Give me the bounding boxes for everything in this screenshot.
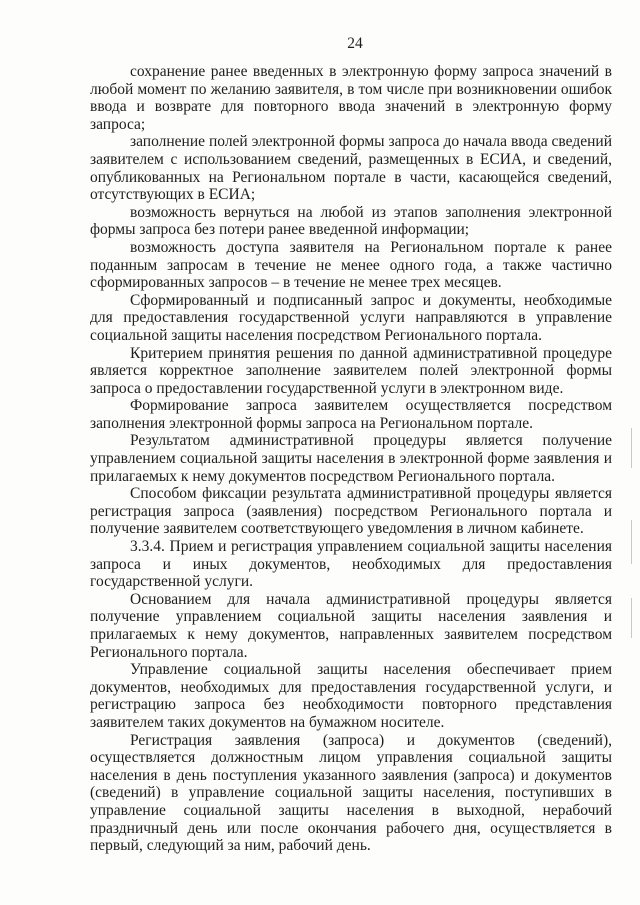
body-paragraph: Критерием принятия решения по данной административной процедуре является корректное заполнение заявителем полей электронной формы запроса о предоставлении государственной услуги в электронном виде.: [90, 344, 612, 397]
body-paragraph: Результатом административной процедуры является получение управлением социальной защиты населения в электронной форме заявления и прилагаемых к нему документов посредством Регионального портала.: [90, 432, 612, 485]
body-paragraph: Сформированный и подписанный запрос и документы, необходимые для предоставления государственной услуги направляются в управление социальной защиты населения посредством Регионального портала.: [90, 291, 612, 344]
body-paragraph: возможность вернуться на любой из этапов заполнения электронной формы запроса без потери ранее введенной информации;: [90, 203, 612, 239]
body-paragraph: Формирование запроса заявителем осуществляется посредством заполнения электронной формы запроса на Региональном портале.: [90, 397, 612, 432]
body-paragraph: заполнение полей электронной формы запроса до начала ввода сведений заявителем с использованием сведений, размещенных в ЕСИА, и сведений, опубликованных на Региональном портале в части, касающейся сведений, отсутствующих в ЕСИА;: [90, 133, 612, 204]
scan-artifact: [631, 520, 632, 564]
body-paragraph: сохранение ранее введенных в электронную форму запроса значений в любой момент по желанию заявителя, в том числе при возникновении ошибок ввода и возврате для повторного ввода значений в электронную форму запроса;: [90, 63, 612, 133]
page-number: 24: [347, 35, 363, 52]
scan-artifact: [631, 598, 632, 638]
body-paragraph: Управление социальной защиты населения обеспечивает прием документов, необходимых для предоставления государственной услуги, и регистрацию запроса без необходимости повторного представления заявителем таких документов на бумажном носителе.: [90, 661, 612, 731]
body-paragraph: возможность доступа заявителя на Региональном портале к ранее поданным запросам в течение не менее одного года, а также частично сформированных запросов – в течение не менее трех месяцев.: [90, 238, 612, 292]
body-paragraph: Основанием для начала административной процедуры является получение управлением социальной защиты населения заявления и прилагаемых к нему документов, направленных заявителем посредством Регионального портала.: [90, 590, 612, 661]
body-paragraph: Регистрация заявления (запроса) и документов (сведений), осуществляется должностным лицом управления социальной защиты населения в день поступления указанного заявления (запроса) и документов (сведений) в управление социальной защиты населения, поступивших в управление социальной защиты населения в выходной, нерабочий праздничный день или после окончания рабочего дня, осуществляется в первый, следующий за ним, рабочий день.: [90, 731, 612, 855]
document-body: [90, 63, 612, 855]
body-paragraph: Способом фиксации результата административной процедуры является регистрация запроса (заявления) посредством Регионального портала и получение заявителем соответствующего уведомления в личном кабинете.: [90, 485, 612, 538]
scan-artifact: [631, 428, 632, 468]
section-heading-paragraph: 3.3.4. Прием и регистрация управлением социальной защиты населения запроса и иных документов, необходимых для предоставления государственной услуги.: [90, 538, 612, 591]
